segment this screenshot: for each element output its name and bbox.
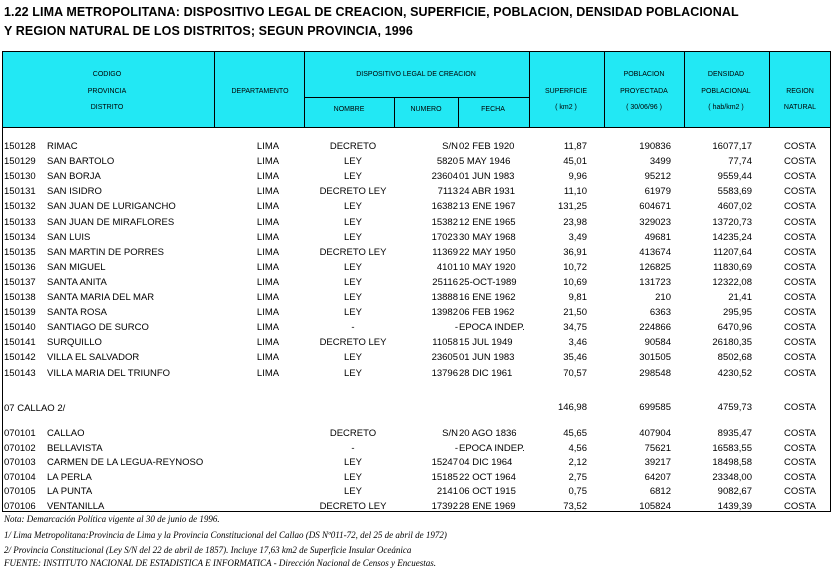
cell-name: BELLAVISTA: [47, 442, 103, 454]
header-nombre: NOMBRE: [333, 106, 365, 113]
table-row: [0, 367, 833, 381]
cell-dispositivo-nombre: LEY: [344, 457, 362, 468]
cell-region: COSTA: [784, 141, 817, 152]
cell-region: COSTA: [784, 307, 817, 319]
cell-region: COSTA: [784, 442, 817, 454]
cell-dispositivo-nombre: DECRETO LEY: [319, 246, 387, 258]
cell-name: SANTA MARIA DEL MAR: [47, 292, 155, 303]
table-row: [0, 200, 833, 214]
cell-region: COSTA: [784, 292, 817, 303]
cell-poblacion: 90584: [644, 337, 671, 349]
cell-code: 150136: [4, 261, 36, 273]
cell-poblacion: 64207: [644, 471, 671, 483]
header-natural: NATURAL: [783, 104, 817, 111]
cell-densidad: 4607,02: [717, 201, 752, 213]
cell-code: 070101: [4, 428, 36, 439]
cell-fecha: 20 AGO 1836: [459, 428, 517, 439]
cell-departamento: LIMA: [256, 261, 280, 273]
cell-dispositivo-numero: 13888: [431, 292, 458, 303]
cell-code: 070103: [4, 457, 36, 468]
cell-dispositivo-nombre: LEY: [344, 367, 362, 379]
table-row: [0, 351, 833, 365]
cell-superficie: 73,52: [563, 500, 587, 512]
cell-dispositivo-numero: 13796: [431, 367, 458, 379]
cell-name: VENTANILLA: [47, 500, 105, 512]
cell-densidad: 8935,47: [717, 428, 752, 439]
cell-fecha: 15 JUL 1949: [459, 337, 513, 349]
header-codigo: CODIGO: [92, 71, 122, 78]
cell-name: SANTA ANITA: [47, 276, 107, 288]
cell-fecha: 24 ABR 1931: [459, 186, 515, 198]
table-row: [0, 170, 833, 184]
table-row: [0, 321, 833, 335]
cell-code: 150135: [4, 246, 36, 258]
cell-fecha: 28 ENE 1969: [459, 500, 516, 512]
cell-fecha: 13 ENE 1967: [459, 201, 516, 213]
cell-poblacion: 6812: [649, 486, 671, 497]
cell-superficie: 131,25: [557, 201, 587, 213]
table-row: [0, 471, 833, 485]
table-row: [0, 485, 833, 499]
source-line: FUENTE: INSTITUTO NACIONAL DE ESTADISTICA E INFORMATICA - Dirección Nacional de Censos y Encuestas.: [4, 558, 436, 568]
cell-dispositivo-numero: 15185: [431, 471, 458, 483]
cell-code: 150133: [4, 216, 36, 228]
cell-fecha: 28 DIC 1961: [459, 367, 513, 379]
cell-name: SANTIAGO DE SURCO: [47, 322, 149, 334]
table-row: [0, 216, 833, 230]
cell-departamento: LIMA: [256, 292, 280, 303]
cell-region: COSTA: [784, 201, 817, 213]
cell-superficie: 23,98: [563, 216, 587, 228]
header-fecha: FECHA: [481, 106, 505, 113]
cell-departamento: LIMA: [256, 171, 280, 183]
cell-dispositivo-numero: 15247: [431, 457, 458, 468]
cell-code: 070105: [4, 486, 36, 497]
cell-superficie: 10,72: [563, 261, 587, 273]
table-row: [0, 276, 833, 290]
header-departamento: DEPARTAMENTO: [231, 88, 289, 95]
cell-departamento: LIMA: [256, 141, 280, 152]
cell-dispositivo-nombre: DECRETO LEY: [319, 337, 387, 349]
cell-departamento: LIMA: [256, 352, 280, 364]
cell-region: COSTA: [784, 261, 817, 273]
table-row: [0, 231, 833, 245]
cell-code: 150131: [4, 186, 36, 198]
cell-densidad: 16077,17: [712, 141, 752, 152]
page-title: 1.22 LIMA METROPOLITANA: DISPOSITIVO LEGAL DE CREACION, SUPERFICIE, POBLACION, DENSIDAD POBLACIONAL: [4, 5, 739, 19]
cell-poblacion: 126825: [639, 261, 671, 273]
cell-name: SAN ISIDRO: [47, 186, 102, 198]
cell-poblacion: 95212: [644, 171, 671, 183]
cell-name: SAN JUAN DE LURIGANCHO: [47, 201, 176, 213]
cell-code: 070104: [4, 471, 36, 483]
cell-departamento: LIMA: [256, 337, 280, 349]
cell-name: LA PERLA: [47, 471, 92, 483]
cell-region: COSTA: [784, 500, 817, 512]
cell-poblacion: 6363: [649, 307, 671, 319]
cell-superficie: 36,91: [563, 246, 587, 258]
cell-name: SAN BARTOLO: [47, 156, 115, 168]
cell-name: SAN MARTIN DE PORRES: [47, 246, 165, 258]
cell-densidad: 295,95: [722, 307, 752, 319]
cell-region: COSTA: [784, 471, 817, 483]
cell-code: 150138: [4, 292, 36, 303]
cell-densidad: 21,41: [728, 292, 752, 303]
cell-dispositivo-numero: 15382: [431, 216, 458, 228]
cell-dispositivo-nombre: -: [351, 322, 355, 334]
cell-dispositivo-numero: 2141: [436, 486, 458, 497]
cell-region: COSTA: [784, 428, 817, 439]
cell-fecha: 30 MAY 1968: [459, 231, 516, 243]
cell-region: COSTA: [784, 337, 817, 349]
cell-superficie: 45,65: [563, 428, 587, 439]
cell-departamento: LIMA: [256, 322, 280, 334]
cell-name: SAN MIGUEL: [47, 261, 106, 273]
cell-fecha: 12 ENE 1965: [459, 216, 516, 228]
header-poblacion: POBLACION: [623, 71, 665, 78]
cell-fecha: 02 FEB 1920: [459, 141, 515, 152]
table-header: [2, 51, 831, 128]
cell-superficie: 11,87: [563, 141, 587, 152]
cell-dispositivo-nombre: LEY: [344, 352, 362, 364]
cell-code: 150132: [4, 201, 36, 213]
cell-dispositivo-numero: 5820: [436, 156, 458, 168]
cell-code: 150141: [4, 337, 36, 349]
header-densidad-unit: ( hab/km2 ): [708, 104, 744, 111]
cell-dispositivo-numero: 7113: [437, 186, 458, 198]
page-subtitle: Y REGION NATURAL DE LOS DISTRITOS; SEGUN PROVINCIA, 1996: [4, 24, 413, 38]
table-row: [0, 291, 833, 305]
cell-code: 150140: [4, 322, 36, 334]
cell-dispositivo-nombre: LEY: [344, 471, 362, 483]
cell-fecha: 01 JUN 1983: [459, 352, 515, 364]
cell-dispositivo-numero: 25116: [432, 276, 458, 288]
cell-code: 070102: [4, 442, 36, 454]
cell-superficie: 11,10: [563, 186, 587, 198]
header-numero: NUMERO: [410, 106, 442, 113]
cell-dispositivo-nombre: DECRETO LEY: [319, 500, 387, 512]
cell-departamento: LIMA: [256, 216, 280, 228]
header-distrito: DISTRITO: [90, 104, 124, 111]
table-row: [0, 261, 833, 275]
cell-poblacion: 224866: [639, 322, 671, 334]
cell-poblacion: 413674: [639, 246, 671, 258]
cell-dispositivo-numero: 11369: [432, 246, 458, 258]
cell-dispositivo-nombre: LEY: [344, 201, 362, 213]
cell-region: COSTA: [784, 352, 817, 364]
cell-dispositivo-nombre: DECRETO: [329, 141, 377, 152]
cell-code: 070106: [4, 500, 36, 512]
cell-poblacion: 604671: [639, 201, 671, 213]
cell-densidad: 13720,73: [712, 216, 752, 228]
cell-dispositivo-nombre: LEY: [344, 307, 362, 319]
cell-code: 150130: [4, 171, 36, 183]
table-row: [0, 306, 833, 320]
callao-poblacion: 699585: [639, 402, 671, 413]
cell-dispositivo-nombre: DECRETO LEY: [319, 186, 387, 198]
cell-superficie: 9,81: [568, 292, 587, 303]
cell-region: COSTA: [784, 171, 817, 183]
table-row: [0, 456, 833, 470]
cell-dispositivo-numero: S/N: [442, 141, 458, 152]
cell-superficie: 9,96: [568, 171, 587, 183]
cell-region: COSTA: [784, 231, 817, 243]
header-proyectada-date: ( 30/06/96 ): [626, 104, 662, 111]
cell-region: COSTA: [784, 322, 817, 334]
cell-poblacion: 329023: [639, 216, 671, 228]
cell-name: SAN BORJA: [47, 171, 101, 183]
cell-dispositivo-nombre: LEY: [344, 276, 362, 288]
cell-dispositivo-numero: 17023: [431, 231, 458, 243]
cell-fecha: 22 OCT 1964: [459, 471, 516, 483]
cell-fecha: 01 JUN 1983: [459, 171, 515, 183]
cell-name: SURQUILLO: [47, 337, 102, 349]
cell-departamento: LIMA: [256, 201, 280, 213]
cell-densidad: 14235,24: [712, 231, 752, 243]
cell-densidad: 16583,55: [712, 442, 752, 454]
cell-dispositivo-nombre: LEY: [344, 216, 362, 228]
cell-poblacion: 3499: [649, 156, 671, 168]
cell-region: COSTA: [784, 216, 817, 228]
cell-name: VILLA MARIA DEL TRIUNFO: [47, 367, 171, 379]
cell-superficie: 34,75: [563, 322, 587, 334]
cell-superficie: 70,57: [563, 367, 587, 379]
callao-densidad: 4759,73: [717, 402, 752, 413]
cell-region: COSTA: [784, 156, 817, 168]
cell-superficie: 45,01: [563, 156, 587, 168]
table-row: [0, 185, 833, 199]
note-line: Nota: Demarcación Política vigente al 30 de junio de 1996.: [4, 514, 220, 524]
cell-densidad: 77,74: [728, 156, 752, 168]
cell-fecha: 06 FEB 1962: [459, 307, 515, 319]
header-superficie: SUPERFICIE: [544, 88, 588, 95]
cell-departamento: LIMA: [256, 307, 280, 319]
cell-dispositivo-nombre: LEY: [344, 292, 362, 303]
cell-dispositivo-nombre: DECRETO: [329, 428, 377, 439]
cell-fecha: 10 MAY 1920: [459, 261, 516, 273]
cell-dispositivo-numero: 16382: [431, 201, 458, 213]
cell-poblacion: 190836: [639, 141, 671, 152]
cell-densidad: 18498,58: [712, 457, 752, 468]
cell-poblacion: 298548: [639, 367, 671, 379]
cell-poblacion: 301505: [639, 352, 671, 364]
header-densidad-label: POBLACIONAL: [701, 88, 751, 95]
cell-region: COSTA: [784, 486, 817, 497]
cell-departamento: LIMA: [256, 276, 280, 288]
table-row: [0, 246, 833, 260]
table-row: [0, 442, 833, 456]
cell-region: COSTA: [784, 276, 817, 288]
cell-departamento: LIMA: [256, 367, 280, 379]
cell-name: CARMEN DE LA LEGUA-REYNOSO: [47, 457, 204, 468]
cell-superficie: 0,75: [568, 486, 587, 497]
cell-code: 150137: [4, 276, 36, 288]
callao-superficie: 146,98: [557, 402, 587, 413]
cell-densidad: 26180,35: [712, 337, 752, 349]
cell-densidad: 4230,52: [717, 367, 752, 379]
cell-poblacion: 61979: [644, 186, 671, 198]
cell-fecha: 5 MAY 1946: [459, 156, 511, 168]
table-row: [0, 155, 833, 169]
table-row: [0, 336, 833, 350]
cell-densidad: 12322,08: [712, 276, 752, 288]
cell-name: RIMAC: [47, 141, 78, 152]
footnote-2: 2/ Provincia Constitucional (Ley S/N del 22 de abril de 1857). Incluye 17,63 km2 de Superficie Insular Oceánica: [4, 545, 412, 555]
cell-name: SAN LUIS: [47, 231, 91, 243]
cell-code: 150128: [4, 141, 36, 152]
cell-densidad: 9559,44: [717, 171, 752, 183]
header-superficie-unit: ( km2 ): [555, 104, 577, 111]
header-dispositivo: DISPOSITIVO LEGAL DE CREACION: [356, 71, 476, 78]
table-row: [0, 427, 833, 441]
cell-poblacion: 75621: [644, 442, 671, 454]
cell-dispositivo-numero: 23604: [431, 171, 458, 183]
cell-dispositivo-numero: 11058: [432, 337, 458, 349]
cell-fecha: 25-OCT-1989: [459, 276, 517, 288]
cell-dispositivo-nombre: LEY: [344, 486, 362, 497]
cell-code: 150142: [4, 352, 36, 364]
cell-densidad: 5583,69: [717, 186, 752, 198]
header-proyectada: PROYECTADA: [620, 88, 668, 95]
cell-fecha: 16 ENE 1962: [459, 292, 516, 303]
cell-poblacion: 210: [655, 292, 671, 303]
cell-code: 150134: [4, 231, 36, 243]
cell-densidad: 9082,67: [717, 486, 752, 497]
cell-name: SANTA ROSA: [47, 307, 108, 319]
cell-densidad: 8502,68: [717, 352, 752, 364]
cell-code: 150139: [4, 307, 36, 319]
table-row: [0, 140, 833, 154]
cell-dispositivo-nombre: LEY: [344, 261, 362, 273]
cell-superficie: 10,69: [563, 276, 587, 288]
cell-dispositivo-nombre: -: [351, 442, 355, 454]
cell-poblacion: 131723: [639, 276, 671, 288]
cell-dispositivo-numero: 23605: [431, 352, 458, 364]
cell-fecha: 22 MAY 1950: [459, 246, 516, 258]
table-bottom-border: [2, 511, 831, 512]
cell-dispositivo-numero: 4101: [436, 261, 458, 273]
cell-densidad: 11830,69: [713, 261, 752, 273]
cell-departamento: LIMA: [256, 156, 280, 168]
cell-departamento: LIMA: [256, 246, 280, 258]
cell-poblacion: 407904: [639, 428, 671, 439]
cell-dispositivo-numero: -: [454, 442, 458, 454]
cell-name: SAN JUAN DE MIRAFLORES: [47, 216, 175, 228]
cell-dispositivo-nombre: LEY: [344, 156, 362, 168]
cell-poblacion: 49681: [644, 231, 671, 243]
cell-name: LA PUNTA: [47, 486, 93, 497]
cell-departamento: LIMA: [256, 186, 280, 198]
cell-code: 150143: [4, 367, 36, 379]
cell-name: CALLAO: [47, 428, 85, 439]
cell-superficie: 4,56: [568, 442, 587, 454]
cell-code: 150129: [4, 156, 36, 168]
cell-dispositivo-numero: S/N: [442, 428, 458, 439]
cell-region: COSTA: [784, 457, 817, 468]
cell-fecha: 06 OCT 1915: [459, 486, 516, 497]
section-callao-totals: [0, 401, 833, 415]
section-callao-label: 07 CALLAO 2/: [4, 403, 66, 414]
cell-fecha: EPOCA INDEP.: [459, 442, 525, 454]
cell-departamento: LIMA: [256, 231, 280, 243]
cell-densidad: 23348,00: [712, 471, 752, 483]
cell-poblacion: 105824: [639, 500, 671, 512]
cell-densidad: 1439,39: [717, 500, 752, 512]
footnote-1: 1/ Lima Metropolitana:Provincia de Lima y la Provincia Constitucional del Callao (DS Nº011-72, del 25 de abril de 1972): [4, 530, 447, 540]
cell-fecha: EPOCA INDEP.: [459, 322, 525, 334]
cell-superficie: 2,75: [568, 471, 587, 483]
header-provincia: PROVINCIA: [87, 88, 127, 95]
cell-superficie: 35,46: [563, 352, 587, 364]
header-region: REGION: [786, 88, 814, 95]
header-densidad: DENSIDAD: [707, 71, 745, 78]
cell-superficie: 2,12: [568, 457, 587, 468]
cell-dispositivo-numero: -: [454, 322, 458, 334]
cell-fecha: 04 DIC 1964: [459, 457, 513, 468]
cell-poblacion: 39217: [644, 457, 671, 468]
cell-region: COSTA: [784, 367, 817, 379]
cell-superficie: 3,49: [568, 231, 587, 243]
callao-region: COSTA: [784, 402, 817, 413]
cell-region: COSTA: [784, 186, 817, 198]
cell-dispositivo-nombre: LEY: [344, 171, 362, 183]
cell-dispositivo-numero: 17392: [431, 500, 458, 512]
cell-superficie: 3,46: [568, 337, 587, 349]
cell-dispositivo-numero: 13982: [431, 307, 458, 319]
cell-densidad: 6470,96: [717, 322, 752, 334]
cell-name: VILLA EL SALVADOR: [47, 352, 140, 364]
cell-region: COSTA: [784, 246, 817, 258]
cell-densidad: 11207,64: [713, 246, 752, 258]
cell-superficie: 21,50: [563, 307, 587, 319]
cell-dispositivo-nombre: LEY: [344, 231, 362, 243]
